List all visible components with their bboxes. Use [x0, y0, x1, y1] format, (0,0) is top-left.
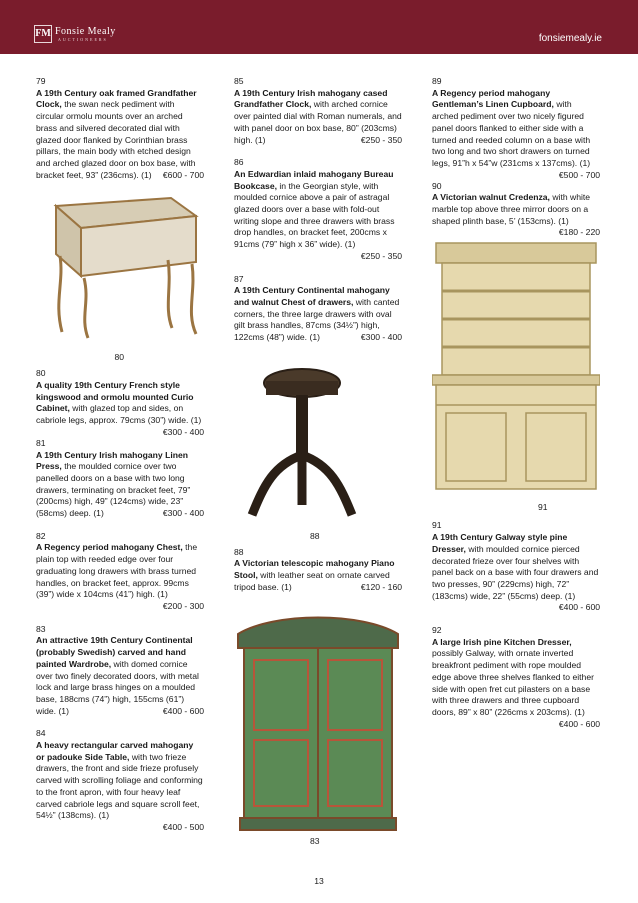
lot-title: A 19th Century Galway style pine Dresser, — [432, 532, 568, 554]
lot-estimate: €400 - 500 — [162, 821, 204, 832]
photo-caption-91: 91 — [538, 502, 548, 513]
lot-description: with glazed top and sides, on cabriole legs, approx. 79cms (30”) wide. (1) — [36, 403, 202, 426]
pine-dresser-image — [432, 239, 600, 501]
curio-cabinet-image — [36, 192, 204, 342]
lot-title: A 19th Century Continental mahogany and walnut Chest of drawers, — [234, 285, 390, 307]
lot-description: the plain top with reeded edge over four graduating long drawers with brass turned handles, on bracket feet, approx. 99cms (39”) wide x 104cms (41”) high. (1) — [36, 542, 198, 600]
curio-cabinet-photo — [36, 192, 204, 362]
lot-number: 80 — [36, 368, 46, 379]
lot-82 — [36, 531, 204, 613]
lot-number: 91 — [432, 520, 442, 531]
lot-description: the swan neck pediment with circular ormolu mounts over an arched brass and silvered decorated dial with glazed door flanked by Corinthian brass pillars, the main body with etched design and arched glazed door on box base, with bracket feet, 93” (236cms). (1) — [36, 99, 196, 180]
lot-number: 84 — [36, 728, 46, 739]
lot-title: A Regency period mahogany Chest, — [36, 542, 183, 553]
page-header — [0, 0, 638, 54]
lot-number: 79 — [36, 76, 46, 86]
lot-title: A 19th Century oak framed Grandfather Clock, — [36, 87, 197, 110]
lot-number: 92 — [432, 625, 442, 636]
lot-title: A Victorian telescopic mahogany Piano Stool, — [234, 558, 395, 581]
lot-84 — [36, 728, 204, 833]
lot-description: with arched cornice over painted dial with Roman numerals, and with panel door on box base, 80” (203cms) high. (1) — [234, 99, 402, 145]
lot-92 — [432, 625, 600, 729]
lot-title: A 19th Century Irish mahogany Linen Press, — [36, 449, 189, 472]
column-2 — [234, 76, 402, 854]
lot-90 — [432, 180, 600, 238]
lot-estimate: €500 - 700 — [558, 169, 600, 180]
logo-mark: FM — [34, 25, 52, 43]
column-1 — [36, 76, 204, 845]
lot-description: possibly Galway, with ornate inverted breakfront pediment with rope moulded edge above three shelves flanked to either side with open fret cut pilasters on a base with three drawers and three cupboard doors, 89” x 80” (226cms x 203cms). (1) — [432, 648, 594, 717]
lot-number: 89 — [432, 76, 442, 86]
lot-description: in the Georgian style, with moulded cornice above a pair of astragal glazed doors over a base with fold-out writing slope and three drawers with brass drop handles, on bracket feet, 200cms x 91cms (79” high x 36” wide). (1) — [234, 180, 395, 250]
lot-83 — [36, 624, 204, 718]
lot-estimate: €400 - 600 — [558, 602, 600, 613]
lot-description: the moulded cornice over two panelled doors on a base with two long drawers, terminating on bracket feet, 79” (200cms) high, 49” (124cms) wide, 23” (58cms) deep. (1) — [36, 461, 191, 519]
lot-number: 82 — [36, 530, 46, 541]
lot-title: A Victorian walnut Credenza, — [432, 192, 550, 203]
lot-title: A 19th Century Irish mahogany cased Grandfather Clock, — [234, 87, 388, 110]
lot-title: A heavy rectangular carved mahogany or padouke Side Table, — [36, 740, 194, 762]
logo-subtitle: AUCTIONEERS — [58, 36, 108, 42]
piano-stool-photo — [234, 355, 402, 541]
lot-estimate: €120 - 160 — [360, 581, 402, 592]
lot-number: 83 — [36, 623, 46, 634]
lot-number: 85 — [234, 76, 244, 86]
lot-87 — [234, 274, 402, 344]
lot-estimate: €400 - 600 — [558, 718, 600, 729]
lot-description: with white marble top above three mirror doors on a shaped plinth base, 5’ (153cms). (1) — [432, 192, 591, 226]
lot-description: with moulded cornice pierced decorated frieze over four shelves with panel back on a base with four drawers and two presses, 90” (229cms) high, 72” (183cms) wide, 22” (55cms) deep. (1) — [432, 543, 599, 601]
website-link[interactable]: fonsiemealy.ie — [538, 33, 602, 44]
lot-description: with leather seat on ornate carved tripod base. (1) — [234, 570, 390, 592]
wardrobe-photo — [234, 608, 402, 848]
lot-91 — [432, 520, 600, 614]
lot-80 — [36, 368, 204, 437]
lot-number: 86 — [234, 157, 244, 168]
lot-estimate: €250 - 350 — [360, 250, 402, 261]
lot-number: 90 — [432, 180, 442, 191]
lot-estimate: €300 - 400 — [360, 332, 402, 343]
lot-estimate: €300 - 400 — [162, 426, 204, 437]
photo-caption-88: 88 — [310, 530, 320, 541]
logo-name: Fonsie Mealy — [55, 25, 116, 37]
lot-title: A quality 19th Century French style kingswood and ormolu mounted Curio Cabinet, — [36, 380, 194, 414]
page-number: 13 — [314, 876, 324, 886]
wardrobe-image — [234, 608, 402, 833]
lot-estimate: €300 - 400 — [162, 508, 204, 519]
lot-81 — [36, 438, 204, 520]
photo-caption-80: 80 — [114, 352, 124, 363]
fonsie-mealy-logo[interactable] — [34, 25, 116, 43]
pine-dresser-photo — [432, 238, 600, 514]
lot-description: with two frieze drawers, the front and side frieze profusely carved with scrolling foliage and conforming to the front apron, with four heavy leaf carved cabriole legs and square scroll feet, 54½” (138cms). (1) — [36, 751, 203, 821]
lot-estimate: €400 - 600 — [162, 705, 204, 716]
lot-description: with domed cornice over two finely decorated doors, with metal lock and large brass hinges on a moulded base, 188cms (74”) high, 155cms (61”) wide. (1) — [36, 658, 199, 716]
piano-stool-image — [234, 355, 402, 531]
photo-caption-83: 83 — [310, 835, 320, 846]
lot-estimate: €180 - 220 — [558, 227, 600, 238]
lot-title: A Regency period mahogany Gentleman’s Linen Cupboard, — [432, 87, 554, 110]
lot-title: A large Irish pine Kitchen Dresser, — [432, 636, 572, 647]
lot-title: An Edwardian inlaid mahogany Bureau Bookcase, — [234, 168, 394, 191]
lot-89 — [432, 76, 600, 180]
lot-79 — [36, 76, 204, 181]
lot-estimate: €250 - 350 — [360, 134, 402, 145]
lot-description: with arched pediment over two nicely figured panel doors flanked to either side with a turned and reeded column on a base with two long and two short drawers on turned legs, 91”h x 54”w (231cms x 137cms). (1) — [432, 99, 591, 168]
lot-title: An attractive 19th Century Continental (probably Swedish) carved and hand painted Wardrobe, — [36, 635, 193, 669]
column-3 — [432, 76, 600, 730]
lot-estimate: €200 - 300 — [162, 600, 204, 611]
lot-88 — [234, 547, 402, 594]
lot-85 — [234, 76, 402, 146]
lot-number: 81 — [36, 437, 46, 448]
lot-86 — [234, 157, 402, 262]
lot-number: 87 — [234, 273, 244, 284]
lot-description: with canted corners, the three large drawers with oval gilt brass handles, 87cms (34½”) high, 122cms (48”) wide. (1) — [234, 296, 400, 343]
lot-estimate: €600 - 700 — [162, 169, 204, 180]
lot-number: 88 — [234, 546, 244, 557]
